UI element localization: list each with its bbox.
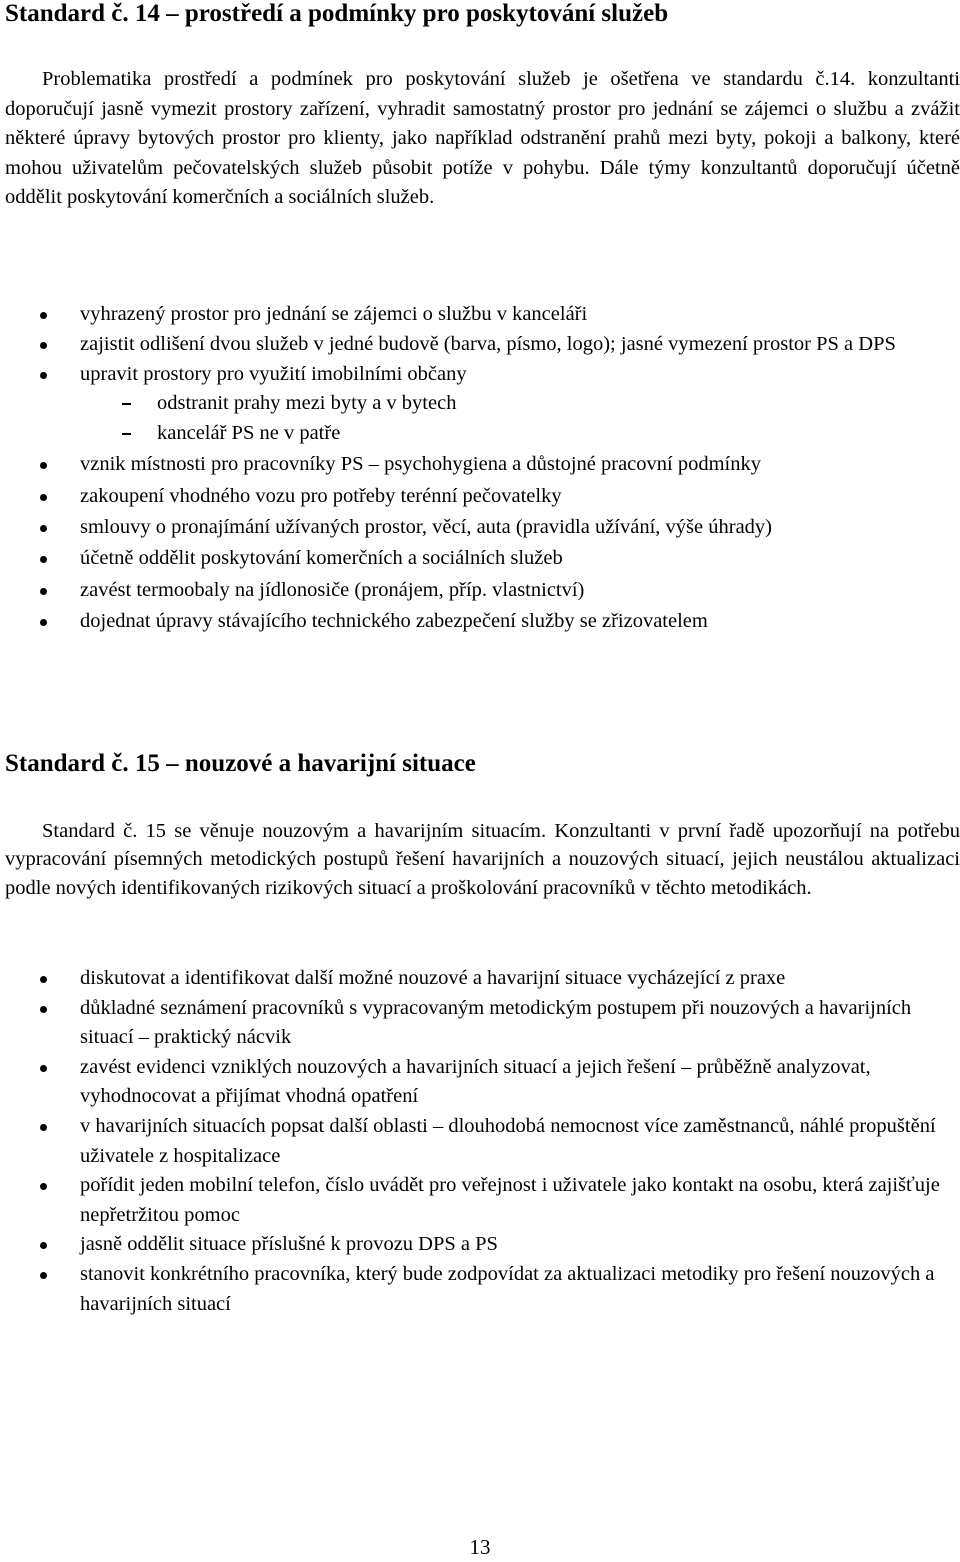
sub-list <box>80 389 950 449</box>
list-item: v havarijních situacích popsat další oblasti – dlouhodobá nemocnost více zaměstnanců, náhlé propuštění uživatele z hospitalizace <box>0 1112 950 1171</box>
list-item: stanovit konkrétního pracovníka, který bude zodpovídat za aktualizaci metodiky pro řešení nouzových a havarijních situací <box>0 1260 950 1319</box>
list-item: dojednat úpravy stávajícího technického zabezpečení služby se zřizovatelem <box>0 607 950 637</box>
list-item: jasně oddělit situace příslušné k provozu DPS a PS <box>0 1230 950 1260</box>
list-item: zavést termoobaly na jídlonosiče (pronájem, příp. vlastnictví) <box>0 576 950 606</box>
sub-list-item: odstranit prahy mezi byty a v bytech <box>80 389 950 419</box>
section-paragraph-standard-14 <box>5 65 960 213</box>
list-item: důkladné seznámení pracovníků s vypracovaným metodickým postupem při nouzových a havarijních situací – praktický nácvik <box>0 994 950 1053</box>
list-item-text: upravit prostory pro využití imobilními občany <box>80 362 467 385</box>
paragraph-text: Standard č. 15 se věnuje nouzovým a havarijním situacím. Konzultanti v první řadě upozorňují na potřebu vypracování písemných metodických postupů řešení havarijních a nouzových situací, jejich neustálou aktualizaci podle nových identifikovaných rizikových situací a proškolování pracovníků v těchto metodikách. <box>5 820 960 899</box>
page-number: 13 <box>469 1535 491 1559</box>
sub-list-item: kancelář PS ne v patře <box>80 419 950 449</box>
section-title-standard-15: Standard č. 15 – nouzové a havarijní situace <box>5 750 476 777</box>
list-item: zavést evidenci vzniklých nouzových a havarijních situací a jejich řešení – průběžně analyzovat, vyhodnocovat a přijímat vhodná opatření <box>0 1053 950 1112</box>
list-item: vznik místnosti pro pracovníky PS – psychohygiena a důstojné pracovní podmínky <box>0 450 950 480</box>
list-item: účetně oddělit poskytování komerčních a sociálních služeb <box>0 544 950 574</box>
bullet-list-standard-15 <box>0 964 950 1319</box>
list-item: diskutovat a identifikovat další možné nouzové a havarijní situace vycházející z praxe <box>0 964 950 994</box>
section-title-standard-14: Standard č. 14 – prostředí a podmínky pro poskytování služeb <box>5 0 669 27</box>
paragraph-text: Problematika prostředí a podmínek pro poskytování služeb je ošetřena ve standardu č.14. konzultanti doporučují jasně vymezit prostory zařízení, vyhradit samostatný prostor pro jednání se zájemci o službu a zvážit některé úpravy bytových prostor pro klienty, jako například odstranění prahů mezi byty, pokoji a balkony, které mohou uživatelům pečovatelských služeb působit potíže v pohybu. Dále týmy konzultantů doporučují účetně oddělit poskytování komerčních a sociálních služeb. <box>5 68 960 209</box>
list-item: vyhrazený prostor pro jednání se zájemci o službu v kanceláři <box>0 300 950 330</box>
section-paragraph-standard-15 <box>5 817 960 902</box>
list-item: pořídit jeden mobilní telefon, číslo uvádět pro veřejnost i uživatele jako kontakt na osobu, která zajišťuje nepřetržitou pomoc <box>0 1171 950 1230</box>
list-item: zakoupení vhodného vozu pro potřeby terénní pečovatelky <box>0 482 950 512</box>
bullet-list-standard-14 <box>0 300 950 637</box>
list-item <box>0 360 950 449</box>
list-item: smlouvy o pronajímání užívaných prostor, věcí, auta (pravidla užívání, výše úhrady) <box>0 513 950 543</box>
list-item: zajistit odlišení dvou služeb v jedné budově (barva, písmo, logo); jasné vymezení prostor PS a DPS <box>0 330 950 360</box>
